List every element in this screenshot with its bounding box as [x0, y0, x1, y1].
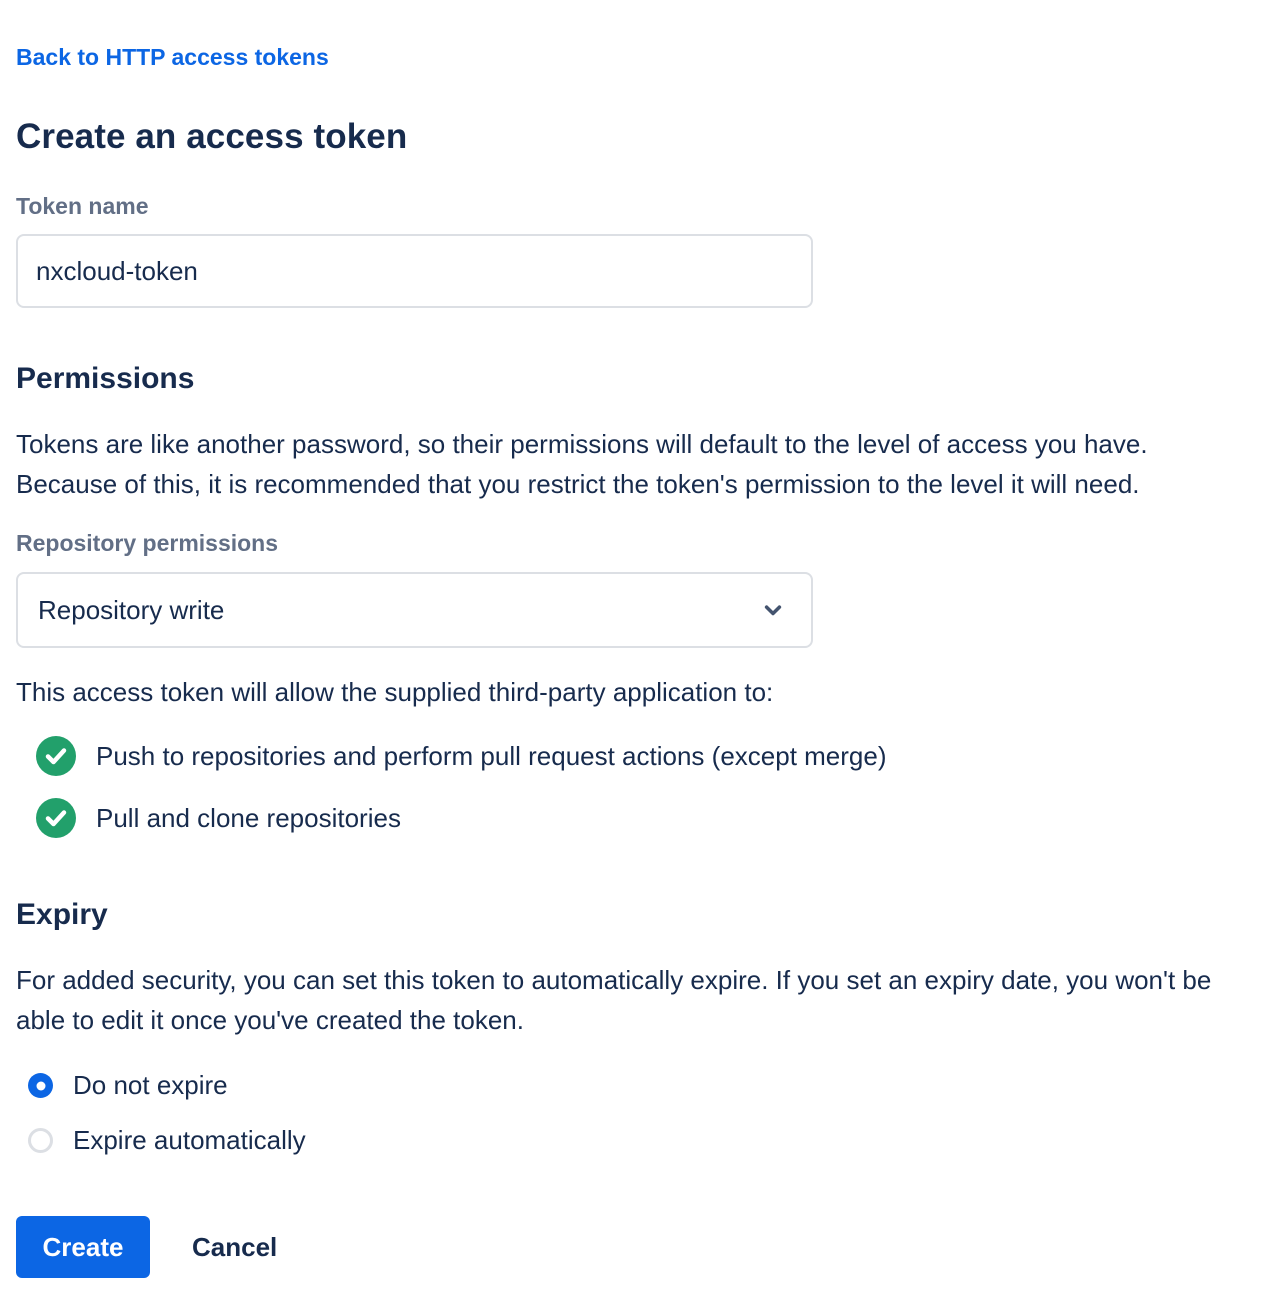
- token-name-label: Token name: [16, 193, 149, 219]
- radio-label: Expire automatically: [73, 1125, 306, 1155]
- capability-item: [16, 736, 1258, 776]
- radio-label: Do not expire: [73, 1070, 228, 1100]
- permissions-heading: Permissions: [16, 362, 195, 395]
- cancel-button[interactable]: Cancel: [192, 1231, 278, 1262]
- capability-item: [16, 798, 1258, 838]
- repository-permissions-select[interactable]: [16, 572, 813, 648]
- allow-intro-text: This access token will allow the supplied third-party application to:: [16, 677, 774, 707]
- permissions-description: Tokens are like another password, so their permissions will default to the level of access you have. Because of this, it is recommended that you restrict the token's permission to the level it will need.: [16, 429, 1148, 499]
- capability-text: Push to repositories and perform pull request actions (except merge): [96, 740, 887, 771]
- repository-permissions-label: Repository permissions: [16, 530, 279, 556]
- create-button[interactable]: Create: [16, 1216, 150, 1278]
- check-circle-icon: [36, 736, 76, 776]
- token-name-input[interactable]: [16, 234, 813, 308]
- radio-unselected-icon[interactable]: [28, 1128, 53, 1153]
- check-circle-icon: [36, 798, 76, 838]
- expiry-heading: Expiry: [16, 898, 108, 931]
- form-actions: [16, 1216, 1258, 1296]
- capability-text: Pull and clone repositories: [96, 802, 401, 833]
- expiry-radio-group: [16, 1070, 1258, 1156]
- page-title: Create an access token: [16, 117, 408, 156]
- repository-permissions-selected-value: Repository write: [38, 594, 225, 625]
- chevron-down-icon: [759, 596, 787, 624]
- radio-option-do-not-expire[interactable]: [16, 1070, 1258, 1101]
- back-to-http-access-tokens-link[interactable]: Back to HTTP access tokens: [16, 44, 329, 70]
- radio-selected-icon[interactable]: [28, 1073, 53, 1098]
- capability-list: [16, 736, 1258, 838]
- expiry-description: For added security, you can set this token to automatically expire. If you set an expiry date, you won't be able to edit it once you've created the token.: [16, 965, 1212, 1035]
- radio-option-expire-automatically[interactable]: [16, 1125, 1258, 1156]
